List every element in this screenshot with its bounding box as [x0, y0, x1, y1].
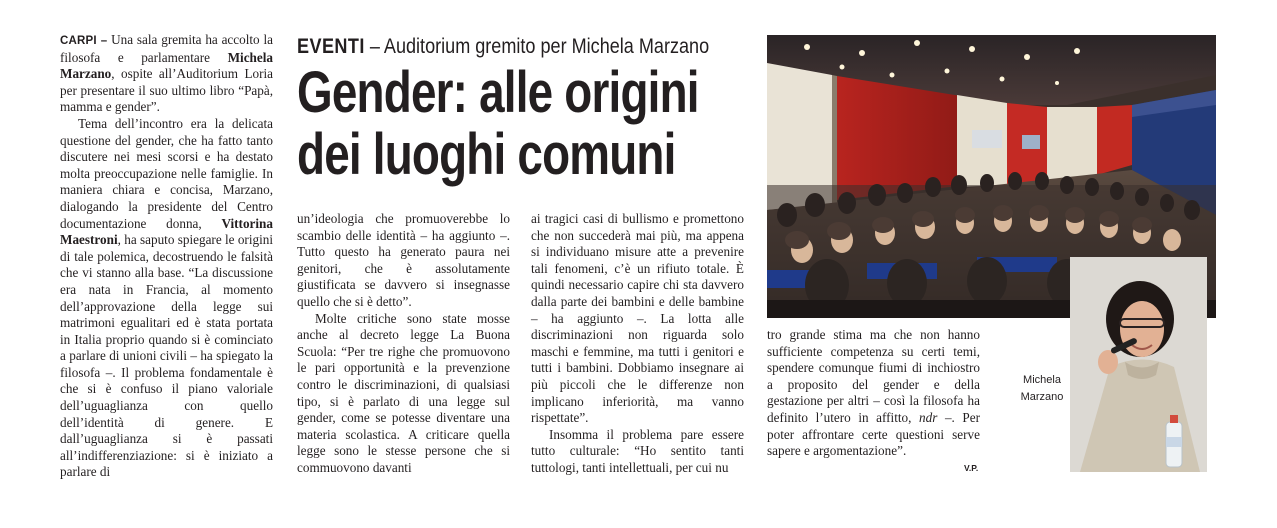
- kicker: [297, 34, 709, 60]
- paragraph: ai tragici casi di bullismo e promettono che non succederà mai più, ma appena si individuano misure atte a prevenire tali fenomeni, c’è un rifiuto totale. È quindi necessario capire chi sta davvero dalla parte dei bambini e delle bambine – ha aggiunto –. La lotta alle discriminazioni non riguarda solo maschi e femmine, ma tutti i genitori e tutti i bambini. Dobbiamo insegnare ai più piccoli che le differenze non implicano inferiorità, ma vanno rispettate”.: [531, 211, 744, 426]
- text-run: tro grande stima ma che non hanno sufficiente competenza su certi temi, spendere comunque fiumi di inchiostro a proposito del gender e della gestazione per altri – così la filosofa ha definito l’utero in affitto,: [767, 327, 980, 425]
- paragraph: un’ideologia che promuoverebbe lo scambio delle identità – ha aggiunto –. Tutto questo ha generato paura nei genitori, che è assolutamente giustificata se davvero si insegnasse quello che si è detto”.: [297, 211, 510, 309]
- person-name: Vittorina Maestroni: [60, 215, 273, 248]
- article-column-3: [531, 211, 744, 477]
- caption-line-2: Marzano: [1020, 391, 1064, 403]
- text-run: –. Per poter affrontare certe questioni serve sapere e argomentazione”.: [767, 409, 980, 459]
- text-run: Tema dell’incontro era la delicata questione del gender, che ha fatto tanto discutere nei mesi scorsi e ha destato molta preoccupazione nelle famiglie. In maniera chiara e concisa, Marzano, dialogando la presidente del Centro documentazione donna,: [60, 115, 273, 231]
- dateline: CARPI –: [60, 35, 108, 47]
- text-run: Una sala gremita ha accolto la filosofa e parlamentare: [60, 32, 273, 65]
- kicker-label: EVENTI: [297, 35, 365, 58]
- headline: [297, 62, 724, 186]
- paragraph: [60, 32, 273, 116]
- text-run: , ospite all’Auditorium Loria per presentare il suo ultimo libro “Papà, mamma e gender”.: [60, 66, 273, 115]
- photo-caption: [1020, 372, 1064, 406]
- article-column-2: [297, 211, 510, 477]
- paragraph: Molte critiche sono state mosse anche al decreto legge La Buona Scuola: “Per tre righe che promuovono le pari opportunità e la prevenzione contro le discriminazioni, di qualsiasi tipo, si è parlato di una legge sul gender, come se potesse diventare una materia scolastica. A criticare quella legge sono le stesse persone che si commuovono davanti: [297, 310, 510, 475]
- paragraph: [767, 327, 980, 460]
- text-run: , ha saputo spiegare le origini di tale polemica, decostruendo le falsità che vi stanno alla base. “La discussione era nata in Francia, al momento dell’approvazione della legge sui matrimoni egualitari ed è stata portata in Italia proprio quando si è cominciato a parlare di unioni civili – ha spiegato la filosofa –. Il problema fondamentale è che si è confuso il piano valoriale dell’uguaglianza con quello dell’identità di genere. E dall’uguaglianza si è passati all’indifferenziazione: si è iniziato a parlare di: [60, 232, 273, 480]
- kicker-text: – Auditorium gremito per Michela Marzano: [369, 35, 710, 58]
- headline-line-1: Gender: alle origini: [297, 60, 699, 125]
- portrait-photo: [1070, 257, 1207, 472]
- article-column-1: [60, 32, 273, 481]
- paragraph: [60, 116, 273, 481]
- article-column-4: [767, 327, 980, 460]
- caption-line-1: Michela: [1023, 374, 1061, 386]
- portrait-illustration: [1070, 257, 1207, 472]
- editor-note: ndr: [919, 409, 938, 425]
- headline-line-2: dei luoghi comuni: [297, 122, 676, 187]
- person-name: Michela Marzano: [60, 49, 273, 82]
- paragraph: Insomma il problema pare essere tutto culturale: “Ho sentito tanti tuttologi, tanti intellettuali, per cui nu: [531, 426, 744, 475]
- author-signature: V.P.: [964, 463, 979, 473]
